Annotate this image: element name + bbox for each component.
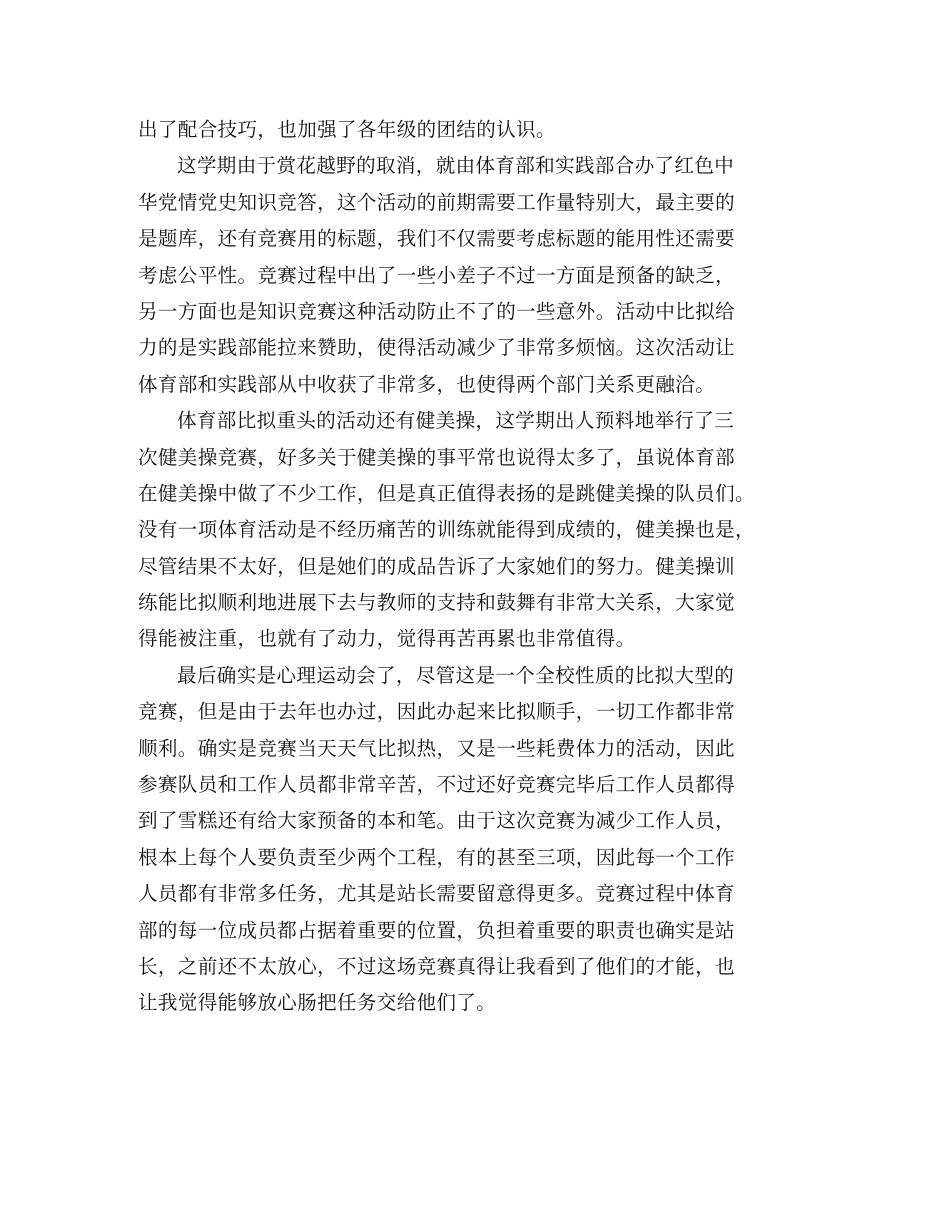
text-line: 是题库，还有竞赛用的标题，我们不仅需要考虑标题的能用性还需要 [138,227,736,251]
text-line: 人员都有非常多任务，尤其是站长需要留意得更多。竞赛过程中体育 [138,882,736,906]
text-line: 另一方面也是知识竞赛这种活动防止不了的一些意外。活动中比拟给 [138,299,736,323]
text-line: 到了雪糕还有给大家预备的本和笔。由于这次竞赛为减少工作人员， [138,809,736,833]
text-line: 部的每一位成员都占据着重要的位置，负担着重要的职责也确实是站 [138,918,736,942]
text-line: 出了配合技巧，也加强了各年级的团结的认识。 [138,118,556,141]
text-line: 竞赛，但是由于去年也办过，因此办起来比拟顺手，一切工作都非常 [138,700,736,724]
text-line: 得能被注重，也就有了动力，觉得再苦再累也非常值得。 [138,627,636,651]
text-line: 这学期由于赏花越野的取消，就由体育部和实践部合办了红色中 [177,154,735,178]
text-line: 尽管结果不太好，但是她们的成品告诉了大家她们的努力。健美操训 [138,554,736,578]
text-line: 力的是实践部能拉来赞助，使得活动减少了非常多烦恼。这次活动让 [138,336,736,360]
text-line: 考虑公平性。竞赛过程中出了一些小差子不过一方面是预备的缺乏， [138,263,736,287]
text-line: 让我觉得能够放心肠把任务交给他们了。 [138,991,497,1015]
text-line: 没有一项体育活动是不经历痛苦的训练就能得到成绩的，健美操也是， [138,518,755,542]
text-line: 体育部比拟重头的活动还有健美操，这学期出人预料地举行了三 [177,409,735,433]
text-line: 次健美操竞赛，好多关于健美操的事平常也说得太多了，虽说体育部 [138,445,736,469]
body-text [138,112,818,1022]
text-line: 参赛队员和工作人员都非常辛苦，不过还好竞赛完毕后工作人员都得 [138,773,736,797]
text-line: 华党情党史知识竞答，这个活动的前期需要工作量特别大，最主要的 [138,190,736,214]
text-line: 长，之前还不太放心，不过这场竞赛真得让我看到了他们的才能，也 [138,954,736,978]
text-line: 根本上每个人要负责至少两个工程，有的甚至三项，因此每一个工作 [138,845,736,869]
text-line: 练能比拟顺利地进展下去与教师的支持和鼓舞有非常大关系，大家觉 [138,591,736,615]
text-line: 最后确实是心理运动会了，尽管这是一个全校性质的比拟大型的 [177,663,735,687]
text-line: 顺利。确实是竞赛当天天气比拟热，又是一些耗费体力的活动，因此 [138,736,736,760]
text-line: 体育部和实践部从中收获了非常多，也使得两个部门关系更融洽。 [138,372,716,396]
text-line: 在健美操中做了不少工作，但是真正值得表扬的是跳健美操的队员们。 [138,481,755,505]
